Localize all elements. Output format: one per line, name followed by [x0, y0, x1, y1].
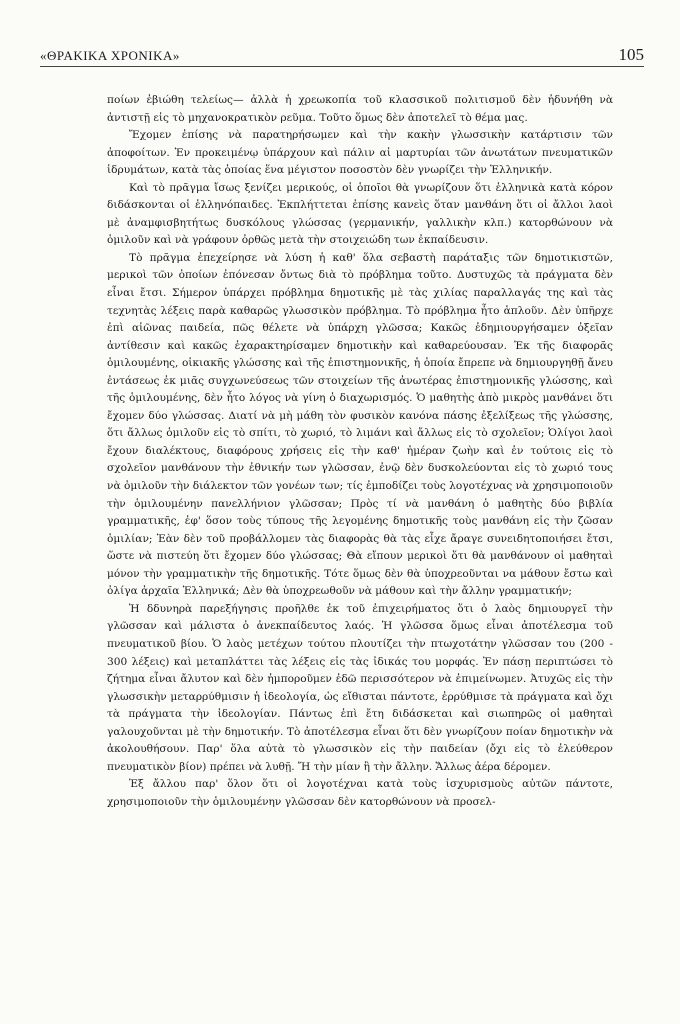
paragraph: Ἔχομεν ἐπίσης νὰ παρατηρήσωμεν καὶ τὴν κακὴν γλωσσικὴν κατάρτισιν τῶν ἀποφοίτων. Ἐν προκειμένῳ ὑπάρχουν καὶ πάλιν αἱ μαρτυρίαι τῶν ἀνωτάτων πνευματικῶν ἱδρυμάτων, κατὰ τὰς ὁποίας ἕνα μέγιστον ποσοστὸν δὲν γνωρίζει τὴν Ἑλληνικήν. — [107, 129, 613, 177]
paragraph: ποίων ἐβιώθη τελείως— ἀλλὰ ἡ χρεωκοπία τοῦ κλασσικοῦ πολιτισμοῦ δὲν ἠδυνήθη νὰ ἀντιστῇ εἰς τὸ μηχανοκρατικὸν ρεῦμα. Τοῦτο ὅμως δὲν ἀποτελεῖ τὸ θέμα μας. — [107, 94, 613, 124]
paragraph: Τὸ πρᾶγμα ἐπεχείρησε νὰ λύση ἡ καθ' ὅλα σεβαστὴ παράταξις τῶν δημοτικιστῶν, μερικοὶ τῶν ὁποίων ἐπόνεσαν ὄντως διὰ τὸ πρόβλημα τοῦτο. Δυστυχῶς τὰ πράγματα δὲν εἶναι ἔτσι. Σήμερον ὑπάρχει πρόβλημα δημοτικῆς μὲ τὰς χιλίας παραλλαγάς της καὶ τὰς τεχνητὰς λέξεις παρὰ καθαρῶς γλωσσικὸν πρόβλημα. Τὸ πρόβλημα ἦτο ἁπλοῦν. Δὲν ὑπῆρχε ἐπὶ αἰῶνας παιδεία, πῶς θέλετε νὰ ὑπάρχη γλῶσσα; Κακῶς ἐδημιουργήσαμεν ὀξεῖαν ἀντίθεσιν καὶ κακῶς ἐχαρακτηρίσαμεν δημοτικὴν καὶ καθαρεύουσαν. Ἐκ τῆς διαφορᾶς ὁμιλουμένης, οἰκιακῆς γλώσσης καὶ τῆς ἐπιστημονικῆς, ἡ ὁποία ἔπρεπε νὰ δημιουργηθῇ ἄνευ ἐντάσεως ἐκ μιᾶς συγχωνεύσεως τῶν στοιχείων τῆς ἀνωτέρας ἐπιστημονικῆς γλώσσης, καὶ τῆς ὁμιλουμένης, δὲν ἦτο λόγος νὰ γίνη ὁ διαχωρισμός. Ὁ μαθητὴς ἀπὸ μικρὸς μανθάνει ὅτι ἔχομεν δύο γλώσσας. Διατί νὰ μὴ μάθη τὸν φυσικὸν κανόνα πάσης ἐξελίξεως τῆς γλώσσης, ὅτι ἄλλως ὁμιλοῦν εἰς τὸ σπίτι, τὸ χωριό, τὸ λιμάνι καὶ ἄλλως εἰς τὸ σχολεῖον; Ὀλίγοι λαοὶ ἔχουν διαλέκτους, διαφόρους χρήσεις εἰς τὴν καθ' ἡμέραν ζωὴν καὶ ἐν τούτοις εἰς τὸ σχολεῖον μανθάνουν τὴν ἐθνικήν των γλῶσσαν, ἐνῷ δὲν δυσκολεύονται εἰς τὸ χωριό τους νὰ ὁμιλοῦν τὴν διάλεκτον τῶν γονέων των; τίς ἐμποδίζει τοὺς λογοτέχνας νὰ χρησιμοποιοῦν τὴν ὁμιλουμένην πανελλήνιον γλῶσσαν; Πρὸς τί νὰ μανθάνη ὁ μαθητὴς δύο βιβλία γραμματικῆς, ἐφ' ὅσον τοὺς τύπους τῆς λεγομένης δημοτικῆς τοὺς μανθάνη εἰς τὴν ζῶσαν ὁμιλίαν; Ἐὰν δὲν τοῦ προβάλλομεν τὰς διαφορὰς θὰ τὰς εἶχε ἄραγε συνειδητοποιήσει ἔτσι, ὥστε νὰ πιστεύη ὅτι ἔχομεν δύο γλώσσας; Θὰ εἴπουν μερικοὶ ὅτι θὰ μανθάνουν οἱ μαθηταὶ μόνον τὴν γραμματικὴν τῆς δημοτικῆς. Τότε ὅμως δὲν θὰ ὑποχρεοῦνται να μάθουν ἔστω καὶ ὀλίγα ἀρχαῖα Ἑλληνικά; Δὲν θὰ ὑποχρεωθοῦν νὰ μάθουν καὶ τὴν ἄλλην γραμματικήν; — [107, 251, 613, 598]
page-number: 105 — [618, 45, 644, 64]
header-rule — [40, 66, 644, 67]
page-header — [40, 45, 644, 65]
body-text — [107, 92, 613, 811]
paragraph: Ἐξ ἄλλου παρ' ὅλον ὅτι οἱ λογοτέχναι κατὰ τοὺς ἰσχυρισμοὺς αὐτῶν πάντοτε, χρησιμοποιοῦν τὴν ὁμιλουμένην γλῶσσαν δὲν κατορθώνουν νὰ προσελ- — [107, 778, 613, 808]
running-title: «ΘΡΑΚΙΚΑ ΧΡΟΝΙΚΑ» — [40, 48, 180, 63]
paragraph: Καὶ τὸ πρᾶγμα ἴσως ξενίζει μερικούς, οἱ ὁποῖοι θὰ γνωρίζουν ὅτι ἑλληνικὰ κατὰ κόρον διδάσκονται οἱ ἑλληνόπαιδες. Ἐκπλήττεται ἐπίσης κανεὶς ὅταν μανθάνη ὅτι οἱ ἄλλοι λαοὶ μὲ ἀναμφισβητήτως δυσκόλους γλώσσας (γερμανικήν, γαλλικὴν κλπ.) κατορθώνουν νὰ ὁμιλοῦν καὶ νὰ γράφουν ὀρθῶς μετὰ τὴν στοιχειώδη των ἐκπαίδευσιν. — [107, 181, 613, 247]
paragraph: Ἡ δδυνηρὰ παρεξήγησις προῆλθε ἐκ τοῦ ἐπιχειρήματος ὅτι ὁ λαὸς δημιουργεῖ τὴν γλῶσσαν καὶ μάλιστα ὁ ἀνεκπαίδευτος λαός. Ἡ γλῶσσα ὅμως εἶναι ἀποτέλεσμα τοῦ πνευματικοῦ βίου. Ὁ λαὸς μετέχων τούτου πλουτίζει τὴν πτωχοτάτην γλῶσσαν του (200 - 300 λέξεις) καὶ μεταπλάττει τὰς λέξεις εἰς τὰς ἰδικάς του μορφάς. Ἐν πάσῃ περιπτώσει τὸ ζήτημα εἶναι ἄλυτον καὶ δὲν ἠμποροῦμεν ἐδῶ περισσότερον νὰ ἐπιμείνωμεν. Ἀτυχῶς εἰς τὴν γλωσσικὴν μεταρρύθμισιν ἡ ἰδεολογία, ὡς εἴθισται πάντοτε, ἐρρύθμισε τὰ πράγματα καὶ ὄχι τὰ πράγματα τὴν ἰδεολογίαν. Πάντως ἐπὶ ἔτη διδάσκεται καὶ σιωπηρῶς οἱ μαθηταὶ γαλουχοῦνται μὲ τὴν δημοτικήν. Τὸ ἀποτέλεσμα εἶναι ὅτι δὲν γνωρίζουν ποίαν δημοτικὴν νὰ ἀκολουθήσουν. Παρ' ὅλα αὐτὰ τὸ γλωσσικὸν εἰς τὴν παιδείαν (ὄχι εἰς τὸ ἐλεύθερον πνευματικὸν βίον) πρέπει νὰ λυθῇ. Ἤ τὴν μίαν ἢ τὴν ἄλλην. Ἄλλως ἀέρα δέρομεν. — [107, 602, 613, 773]
